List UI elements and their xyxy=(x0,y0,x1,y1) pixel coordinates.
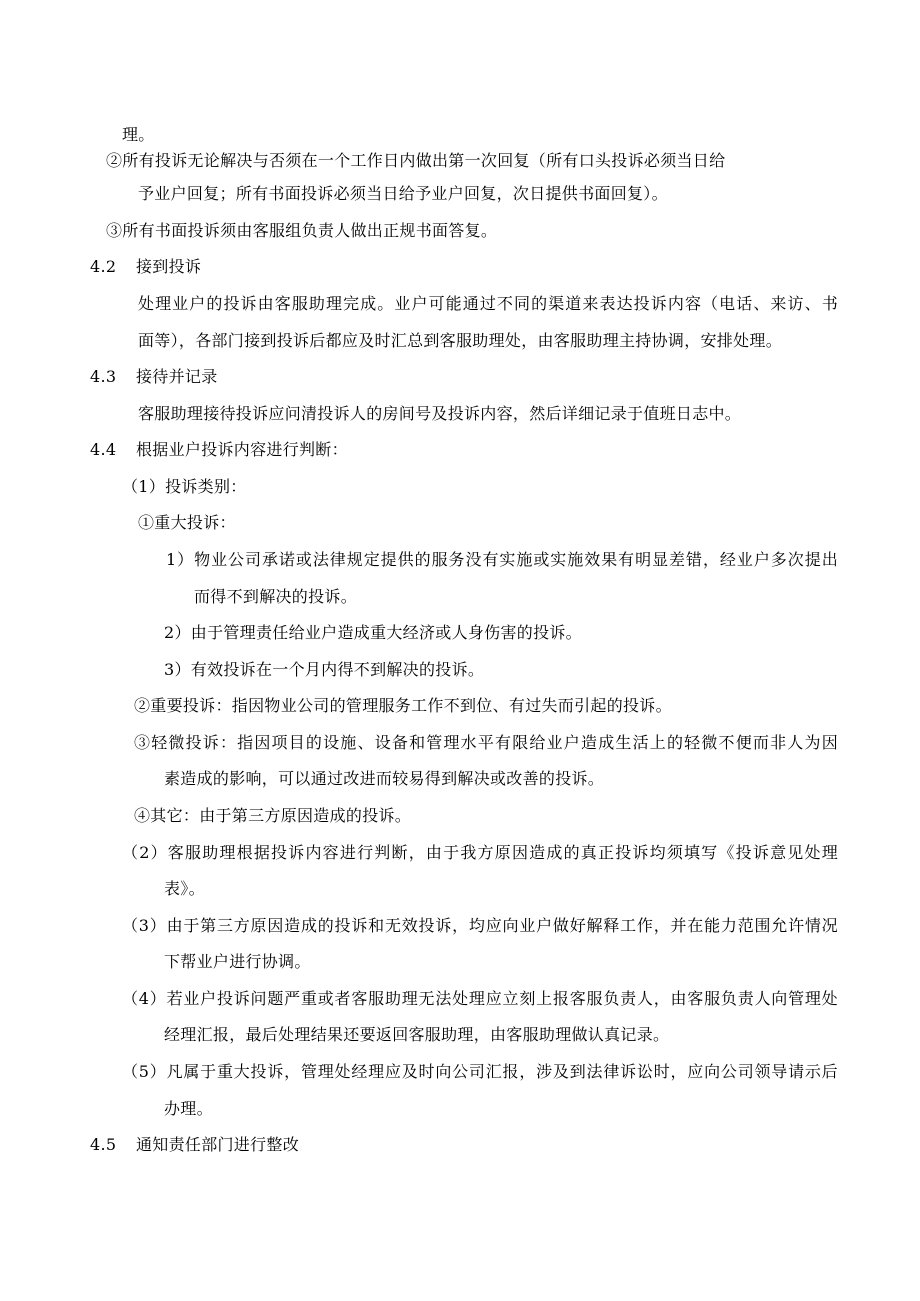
section-title: 接到投诉 xyxy=(136,257,202,276)
section-title: 接待并记录 xyxy=(136,367,218,386)
list-item: （1）投诉类别： xyxy=(122,477,247,496)
section-heading-4-3 xyxy=(90,366,218,388)
list-item: ③轻微投诉：指因项目的设施、设备和管理水平有限给业户造成生活上的轻微不便而非人为因 xyxy=(134,733,838,752)
list-item: （4）若业户投诉问题严重或者客服助理无法处理应立刻上报客服负责人，由客服负责人向管理处 xyxy=(122,989,838,1008)
section-title: 根据业户投诉内容进行判断： xyxy=(136,440,348,459)
section-heading-4-4 xyxy=(90,439,348,461)
list-item-continuation: 经理汇报，最后处理结果还要返回客服助理，由客服助理做认真记录。 xyxy=(164,1025,670,1044)
list-item-continuation: 而得不到解决的投诉。 xyxy=(194,587,358,606)
list-item: （5）凡属于重大投诉，管理处经理应及时向公司汇报，涉及到法律诉讼时，应向公司领导请示后 xyxy=(122,1062,838,1081)
list-item: ②重要投诉：指因物业公司的管理服务工作不到位、有过失而引起的投诉。 xyxy=(134,696,672,715)
paragraph-line: ③所有书面投诉须由客服组负责人做出正规书面答复。 xyxy=(106,221,498,240)
list-item-continuation: 表》。 xyxy=(164,879,205,898)
list-item: （3）由于第三方原因造成的投诉和无效投诉，均应向业户做好解释工作，并在能力范围允许情况 xyxy=(122,916,838,935)
section-number: 4.2 xyxy=(90,257,117,276)
paragraph-line: 理。 xyxy=(122,125,155,144)
section-heading-4-2 xyxy=(90,256,201,278)
paragraph-line: 客服助理接待投诉应问清投诉人的房间号及投诉内容，然后详细记录于值班日志中。 xyxy=(138,404,742,423)
list-item: ④其它：由于第三方原因造成的投诉。 xyxy=(134,806,412,825)
section-number: 4.4 xyxy=(90,440,117,459)
paragraph-line: 面等），各部门接到投诉后都应及时汇总到客服助理处，由客服助理主持协调，安排处理。 xyxy=(138,331,783,350)
list-item-continuation: 办理。 xyxy=(164,1099,213,1118)
paragraph-line: ②所有投诉无论解决与否须在一个工作日内做出第一次回复（所有口头投诉必须当日给 xyxy=(106,151,726,170)
list-item-continuation: 素造成的影响，可以通过改进而较易得到解决或改善的投诉。 xyxy=(164,769,605,788)
list-item: 2）由于管理责任给业户造成重大经济或人身伤害的投诉。 xyxy=(164,623,582,642)
list-item: 3）有效投诉在一个月内得不到解决的投诉。 xyxy=(164,660,485,679)
list-item: （2）客服助理根据投诉内容进行判断，由于我方原因造成的真正投诉均须填写《投诉意见处理 xyxy=(122,843,838,862)
section-number: 4.5 xyxy=(90,1135,117,1154)
list-item-continuation: 下帮业户进行协调。 xyxy=(164,952,311,971)
section-heading-4-5 xyxy=(90,1134,299,1156)
section-title: 通知责任部门进行整改 xyxy=(136,1135,300,1154)
paragraph-line: 予业户回复；所有书面投诉必须当日给予业户回复，次日提供书面回复）。 xyxy=(138,184,668,203)
list-item: ①重大投诉： xyxy=(138,513,236,532)
section-number: 4.3 xyxy=(90,367,117,386)
list-item: 1）物业公司承诺或法律规定提供的服务没有实施或实施效果有明显差错，经业户多次提出 xyxy=(166,550,838,569)
paragraph-line: 处理业户的投诉由客服助理完成。业户可能通过不同的渠道来表达投诉内容（电话、来访、书 xyxy=(138,294,838,313)
